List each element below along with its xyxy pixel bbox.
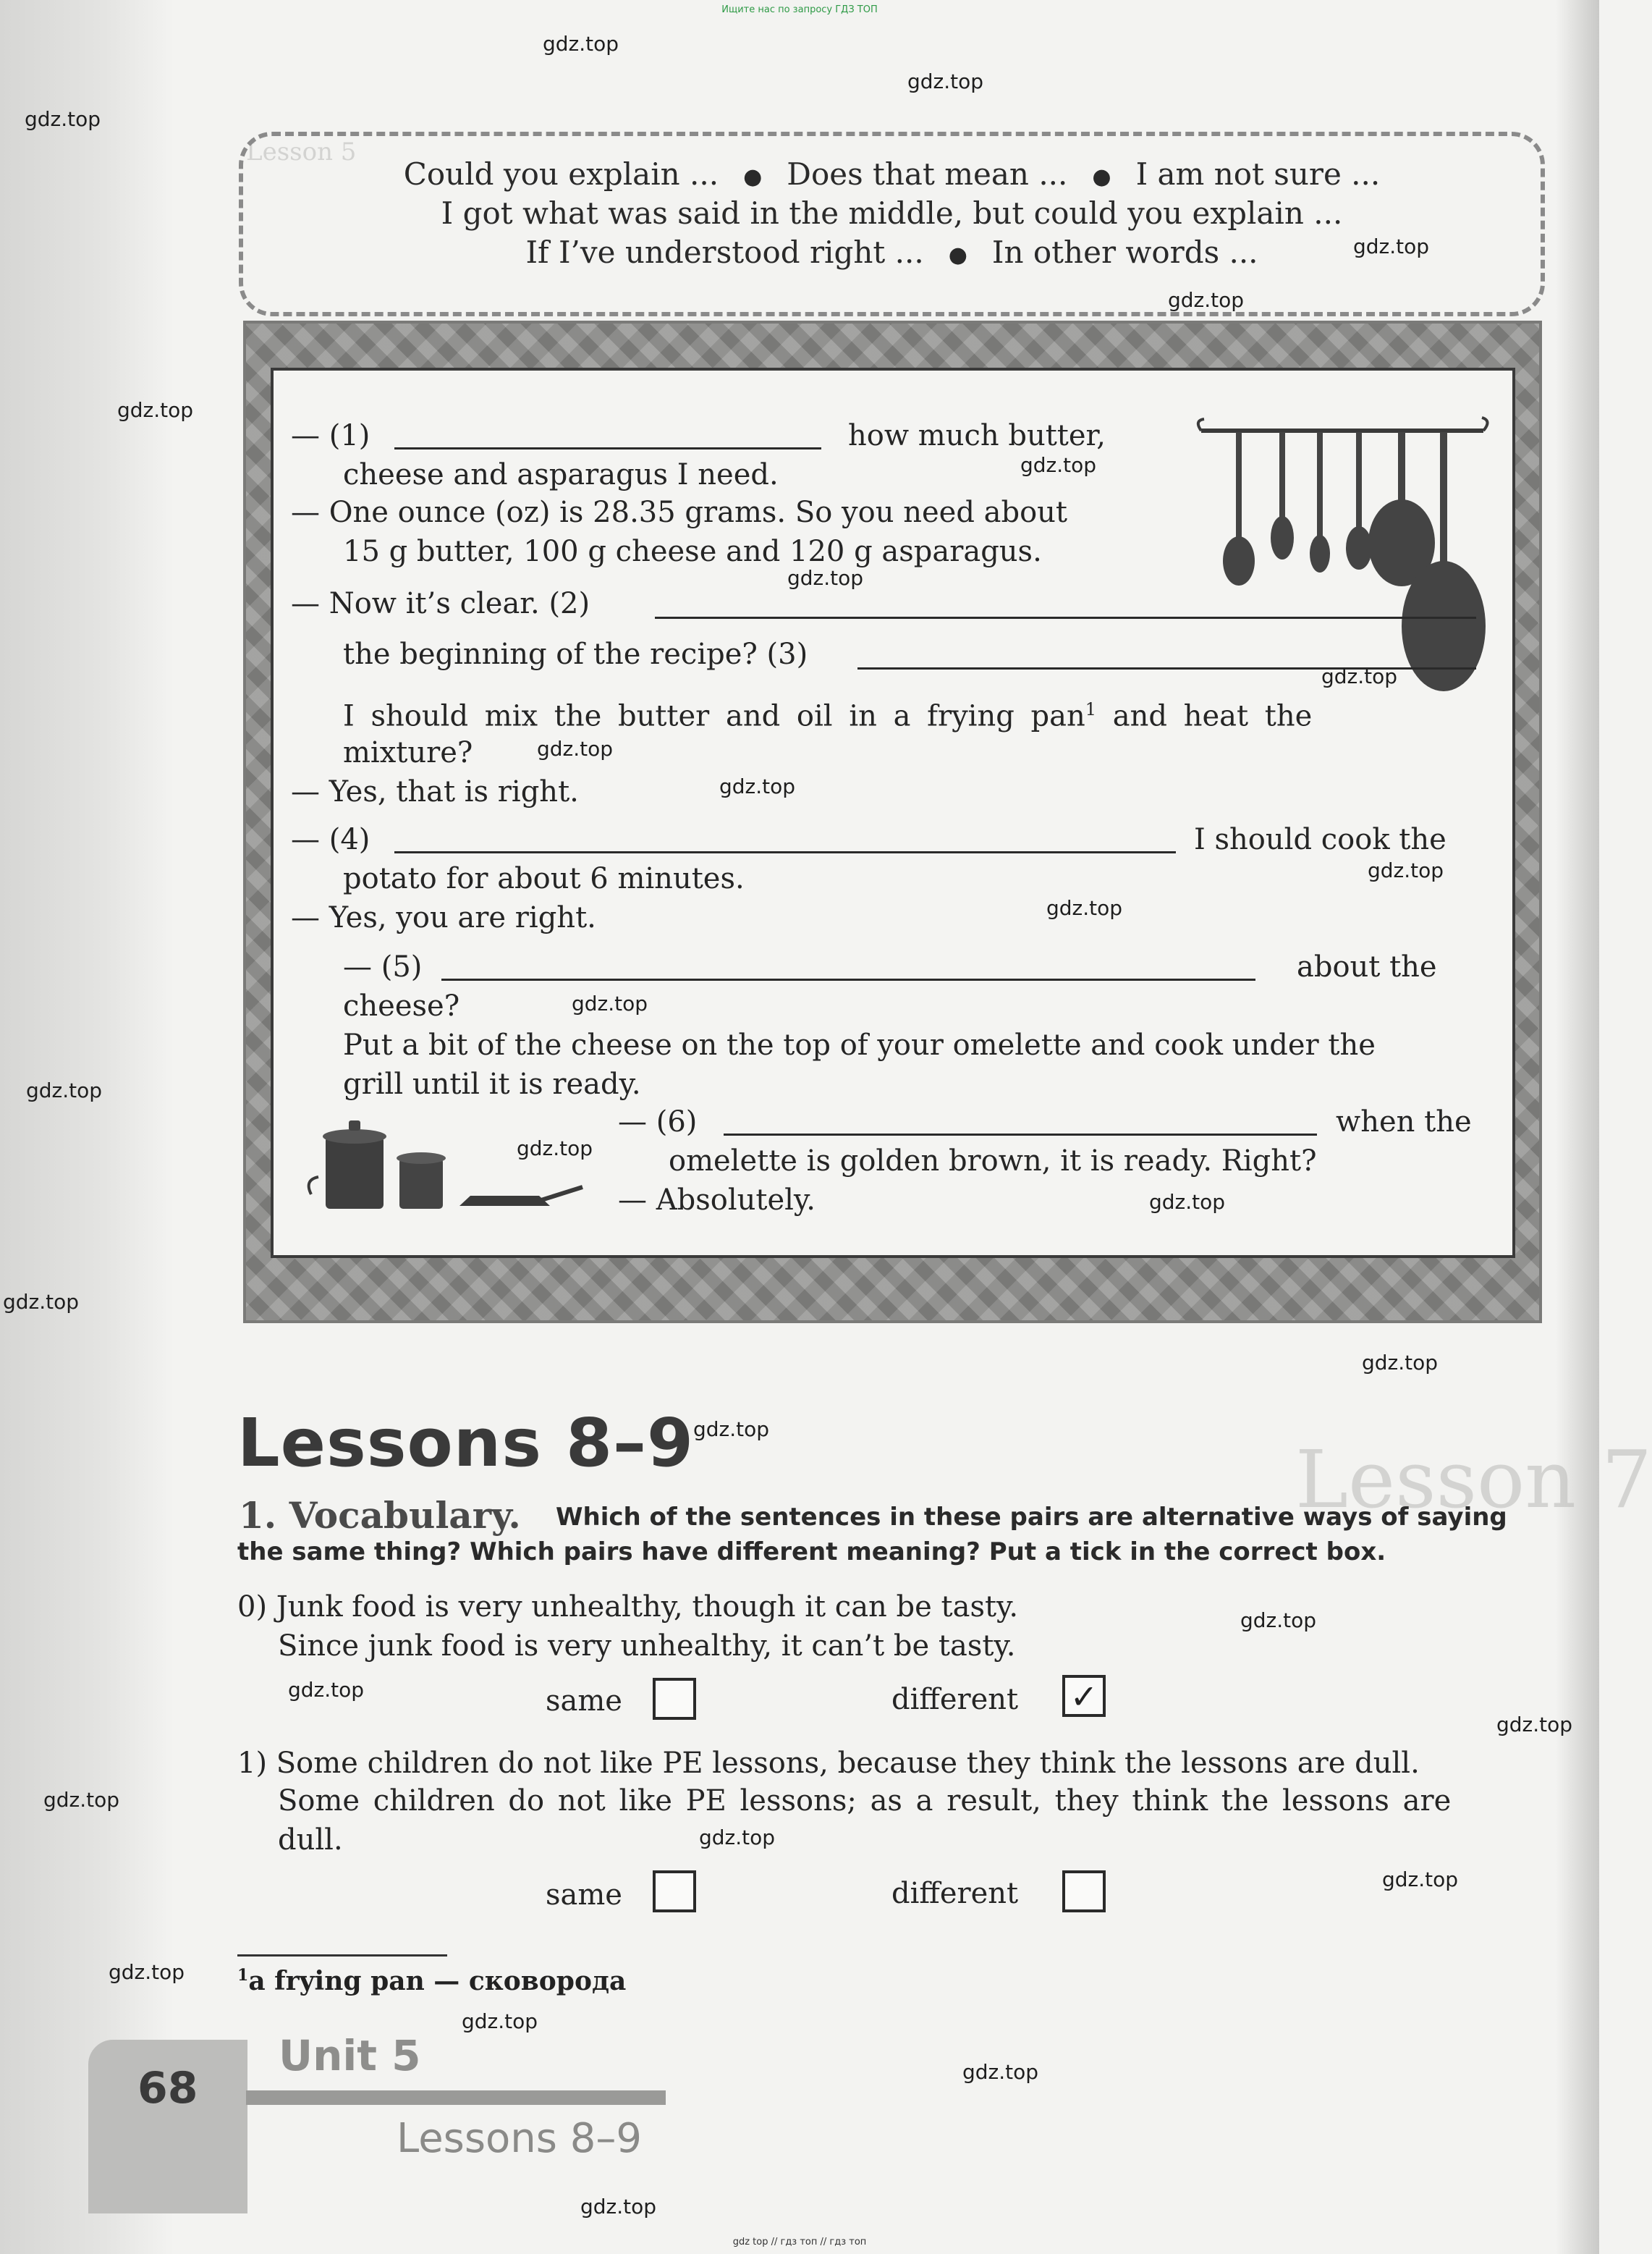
dialogue-line: Put a bit of the cheese on the top of your omelette and cook under the [343, 1029, 1376, 1062]
dialogue-line: mixture? [343, 736, 473, 769]
dialogue-line: — One ounce (oz) is 28.35 grams. So you need about [291, 496, 1068, 529]
watermark-text: gdz.top [3, 1290, 80, 1314]
watermark-text: gdz.top [26, 1079, 103, 1102]
bottom-note: gdz top // гдз топ // гдз топ [732, 2237, 867, 2247]
watermark-text: gdz.top [1240, 1608, 1317, 1632]
footnote-marker: 1 [237, 1966, 249, 1985]
bullet-icon: ● [948, 242, 967, 268]
watermark-text: gdz.top [1321, 664, 1398, 688]
page-shadow-left [0, 0, 174, 2254]
dialogue-line: — (4) [291, 823, 370, 856]
watermark-text: gdz.top [537, 737, 614, 761]
footer-lessons-label: Lessons 8–9 [397, 2115, 643, 2162]
answer-blank-2[interactable] [655, 617, 1476, 619]
dialogue-line [343, 699, 1313, 733]
sentence: 0) Junk food is very unhealthy, though it can be tasty. [237, 1590, 1019, 1624]
phrase: In other words ... [991, 235, 1258, 270]
different-checkbox[interactable] [1062, 1870, 1106, 1912]
answer-blank-6[interactable] [724, 1134, 1317, 1136]
watermark-text: gdz.top [1368, 858, 1444, 882]
watermark-text: gdz.top [693, 1417, 770, 1441]
watermark-text: gdz.top [543, 32, 619, 56]
footer-bar [246, 2090, 666, 2105]
sentence: Since junk food is very unhealthy, it can’t be tasty. [278, 1629, 1016, 1663]
exercise-instruction: Which of the sentences in these pairs are alternative ways of saying [556, 1503, 1507, 1532]
watermark-text: gdz.top [787, 566, 864, 590]
footnote [237, 1966, 626, 1996]
unit-label: Unit 5 [279, 2031, 421, 2080]
dialogue-text: and heat the [1112, 699, 1313, 733]
dialogue-line: when the [1336, 1105, 1472, 1139]
sentence: Some children do not like PE lessons; as a result, they think the lessons are [278, 1784, 1452, 1818]
dialogue-line: — Yes, that is right. [291, 775, 579, 809]
phrase: If I’ve understood right ... [525, 235, 924, 270]
watermark-text: gdz.top [43, 1788, 120, 1812]
dialogue-line: 15 g butter, 100 g cheese and 120 g asparagus. [343, 535, 1042, 568]
watermark-text: gdz.top [719, 774, 796, 798]
watermark-text: gdz.top [1020, 453, 1097, 477]
watermark-text: gdz.top [580, 2195, 657, 2219]
watermark-text: gdz.top [572, 992, 648, 1016]
watermark-text: gdz.top [699, 1825, 776, 1849]
dialogue-line: potato for about 6 minutes. [343, 862, 745, 895]
dialogue-line: — Now it’s clear. (2) [291, 587, 590, 620]
dialogue-text: I should mix the butter and oil in a frying pan [343, 699, 1085, 733]
footnote-divider [237, 1954, 447, 1957]
sentence: 1) Some children do not like PE lessons, because they think the lessons are dull. [237, 1747, 1420, 1780]
watermark-text: gdz.top [962, 2060, 1039, 2084]
watermark-text: gdz.top [1046, 896, 1123, 920]
footnote-text: a frying pan — сковорода [248, 1966, 627, 1996]
dialogue-line: cheese? [343, 989, 460, 1023]
phrases-line-1 [243, 156, 1541, 192]
phrase: Does that mean ... [787, 156, 1068, 192]
different-label: different [891, 1683, 1019, 1716]
bullet-icon: ● [743, 164, 763, 190]
watermark-text: gdz.top [1149, 1190, 1226, 1214]
useful-phrases-box [239, 132, 1545, 316]
dialogue-line: about the [1297, 950, 1437, 984]
phrases-line-3 [243, 235, 1541, 270]
watermark-text: gdz.top [1168, 288, 1245, 312]
page-shadow-right [1556, 0, 1599, 2254]
watermark-text: gdz.top [1496, 1713, 1573, 1736]
watermark-text: gdz.top [1353, 235, 1430, 258]
exercise-instruction: the same thing? Which pairs have different meaning? Put a tick in the correct box. [237, 1537, 1386, 1566]
dialogue-line: — Absolutely. [618, 1183, 816, 1217]
dialogue-line: cheese and asparagus I need. [343, 458, 779, 491]
answer-blank-1[interactable] [394, 447, 821, 449]
dialogue-line: grill until it is ready. [343, 1068, 641, 1101]
top-search-note: Ищите нас по запросу ГДЗ ТОП [721, 4, 878, 15]
watermark-text: gdz.top [109, 1960, 185, 1984]
phrase: Could you explain ... [403, 156, 719, 192]
answer-blank-4[interactable] [394, 851, 1176, 853]
answer-blank-5[interactable] [441, 979, 1255, 981]
dialogue-line: the beginning of the recipe? (3) [343, 638, 808, 671]
same-checkbox[interactable] [653, 1678, 696, 1720]
watermark-text: gdz.top [288, 1678, 365, 1702]
watermark-text: gdz.top [1382, 1867, 1459, 1891]
dialogue-line: omelette is golden brown, it is ready. Right? [669, 1144, 1317, 1178]
watermark-text: gdz.top [517, 1136, 593, 1160]
bleed-through-text: Lesson 5 [246, 138, 357, 166]
watermark-text: gdz.top [25, 107, 101, 131]
lessons-heading: Lessons 8–9 [237, 1404, 695, 1482]
bleed-through-heading: Lesson 7 [1295, 1433, 1652, 1526]
same-checkbox[interactable] [653, 1870, 696, 1912]
watermark-text: gdz.top [117, 398, 194, 422]
dialogue-line: how much butter, [848, 419, 1106, 452]
watermark-text: gdz.top [462, 2009, 538, 2033]
footnote-marker: 1 [1085, 699, 1097, 719]
different-checkbox[interactable]: ✓ [1062, 1675, 1106, 1717]
bullet-icon: ● [1092, 164, 1111, 190]
phrases-line-2: I got what was said in the middle, but could you explain ... [441, 195, 1343, 231]
exercise-title: 1. Vocabulary. [239, 1494, 521, 1537]
watermark-text: gdz.top [1362, 1351, 1439, 1375]
different-label: different [891, 1877, 1019, 1910]
same-label: same [546, 1878, 622, 1912]
dialogue-line: — (6) [618, 1105, 698, 1139]
dialogue-line: — (5) [343, 950, 423, 984]
same-label: same [546, 1684, 622, 1718]
dialogue-line: — Yes, you are right. [291, 901, 596, 934]
watermark-text: gdz.top [907, 69, 984, 93]
page-number: 68 [137, 2063, 198, 2114]
dialogue-line: — (1) [291, 419, 370, 452]
dialogue-line: I should cook the [1194, 823, 1446, 856]
sentence: dull. [278, 1823, 343, 1857]
phrase: I am not sure ... [1135, 156, 1381, 192]
